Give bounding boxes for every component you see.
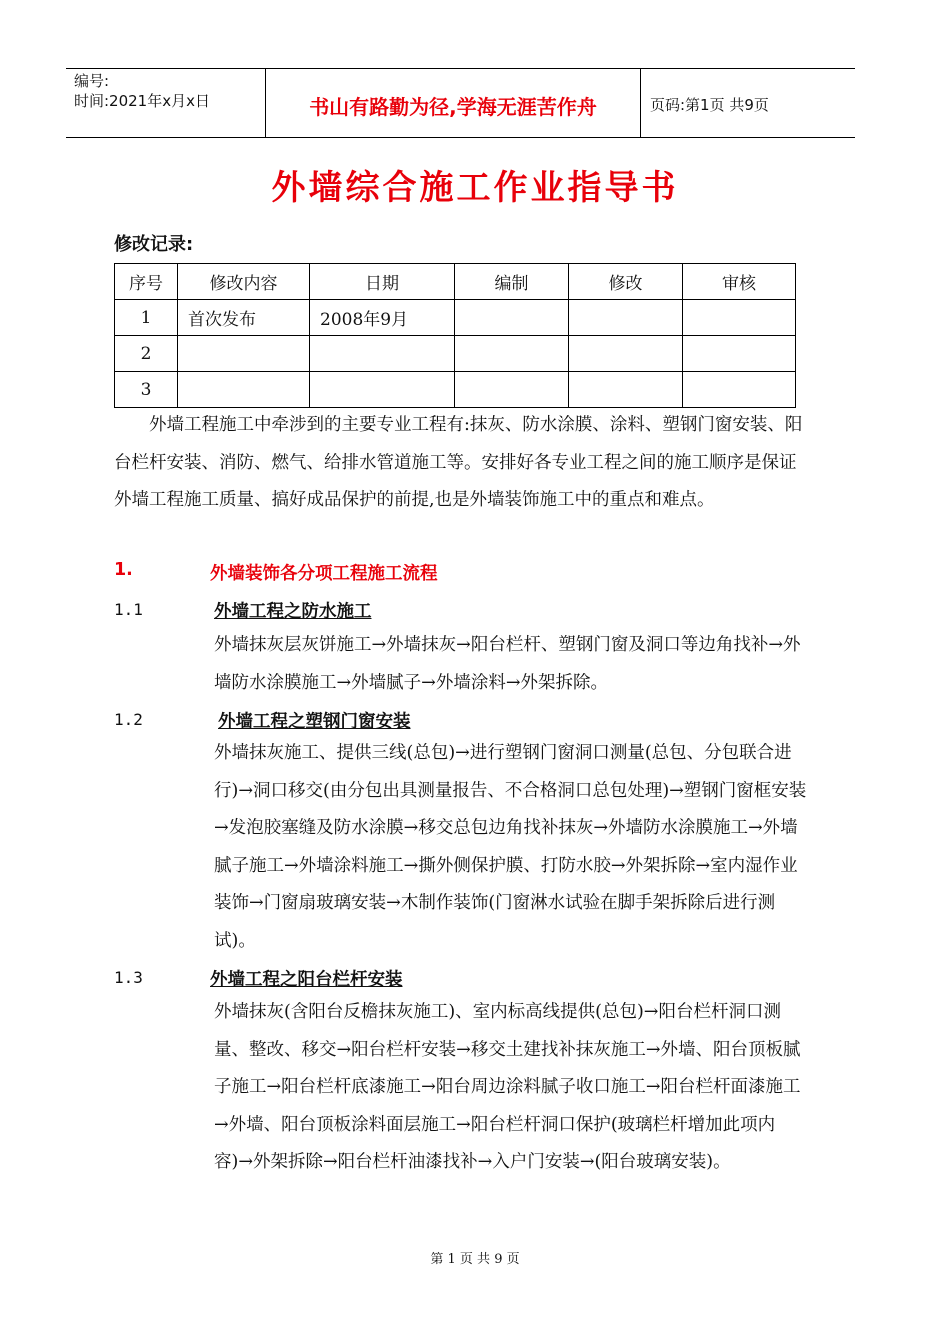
table-cell — [178, 372, 310, 408]
table-row — [115, 372, 796, 408]
table-cell — [455, 336, 569, 372]
table-header-row — [115, 264, 796, 300]
revision-table — [114, 263, 796, 408]
table-cell: 1 — [115, 300, 178, 336]
page-info: 页码:第1页 共9页 — [650, 96, 769, 114]
section-title: 外墙装饰各分项工程施工流程 — [210, 564, 438, 584]
table-cell — [455, 372, 569, 408]
table-cell: 2008年9月 — [310, 300, 455, 336]
header-band — [66, 68, 855, 138]
subsection-title: 外墙工程之塑钢门窗安装 — [218, 712, 411, 732]
number-label: 编号: — [74, 72, 110, 90]
table-row — [115, 336, 796, 372]
table-cell: 首次发布 — [178, 300, 310, 336]
column-header: 审核 — [683, 264, 796, 300]
column-header: 编制 — [455, 264, 569, 300]
table-cell — [683, 300, 796, 336]
column-header: 序号 — [115, 264, 178, 300]
table-cell — [683, 372, 796, 408]
page-footer: 第 1 页 共 9 页 — [430, 1252, 520, 1267]
table-cell — [569, 372, 683, 408]
subsection-body: 外墙抹灰施工、提供三线(总包)→进行塑钢门窗洞口测量(总包、分包联合进行)→洞口移交(由分包出具测量报告、不合格洞口总包处理)→塑钢门窗框安装→发泡胶塞缝及防水涂膜→移交总包边角找补抹灰→外墙防水涂膜施工→外墙腻子施工→外墙涂料施工→撕外侧保护膜、打防水胶→外架拆除→室内湿作业装饰→门窗扇玻璃安装→木制作装饰(门窗淋水试验在脚手架拆除后进行测试)。 — [214, 743, 807, 951]
table-cell — [569, 336, 683, 372]
table-cell — [310, 372, 455, 408]
table-cell — [178, 336, 310, 372]
subsection-title: 外墙工程之阳台栏杆安装 — [210, 970, 403, 990]
table-cell — [310, 336, 455, 372]
section-number: 1. — [114, 560, 133, 580]
column-header: 修改 — [569, 264, 683, 300]
header-motto: 书山有路勤为径,学海无涯苦作舟 — [309, 95, 597, 119]
table-cell — [683, 336, 796, 372]
subsection-number: 1.1 — [114, 600, 143, 619]
column-header: 日期 — [310, 264, 455, 300]
document-title: 外墙综合施工作业指导书 — [271, 168, 679, 208]
revision-label: 修改记录: — [114, 234, 194, 255]
intro-paragraph: 外墙工程施工中牵涉到的主要专业工程有:抹灰、防水涂膜、涂料、塑钢门窗安装、阳台栏杆安装、消防、燃气、给排水管道施工等。安排好各专业工程之间的施工顺序是保证外墙工程施工质量、搞好成品保护的前提,也是外墙装饰施工中的重点和难点。 — [114, 415, 803, 510]
table-cell — [569, 300, 683, 336]
time-label: 时间:2021年x月x日 — [74, 92, 210, 110]
table-cell: 3 — [115, 372, 178, 408]
subsection-number: 1.2 — [114, 710, 143, 729]
subsection-number: 1.3 — [114, 968, 143, 987]
table-cell: 2 — [115, 336, 178, 372]
column-header: 修改内容 — [178, 264, 310, 300]
table-cell — [455, 300, 569, 336]
subsection-body: 外墙抹灰层灰饼施工→外墙抹灰→阳台栏杆、塑钢门窗及洞口等边角找补→外墙防水涂膜施工→外墙腻子→外墙涂料→外架拆除。 — [214, 635, 801, 693]
header-meta — [74, 71, 210, 111]
subsection-body: 外墙抹灰(含阳台反檐抹灰施工)、室内标高线提供(总包)→阳台栏杆洞口测量、整改、移交→阳台栏杆安装→移交土建找补抹灰施工→外墙、阳台顶板腻子施工→阳台栏杆底漆施工→阳台周边涂料腻子收口施工→阳台栏杆面漆施工→外墙、阳台顶板涂料面层施工→阳台栏杆洞口保护(玻璃栏杆增加此项内容)→外架拆除→阳台栏杆油漆找补→入户门安装→(阳台玻璃安装)。 — [214, 1002, 801, 1172]
subsection-title: 外墙工程之防水施工 — [214, 602, 372, 622]
header-divider — [640, 69, 641, 137]
table-row — [115, 300, 796, 336]
